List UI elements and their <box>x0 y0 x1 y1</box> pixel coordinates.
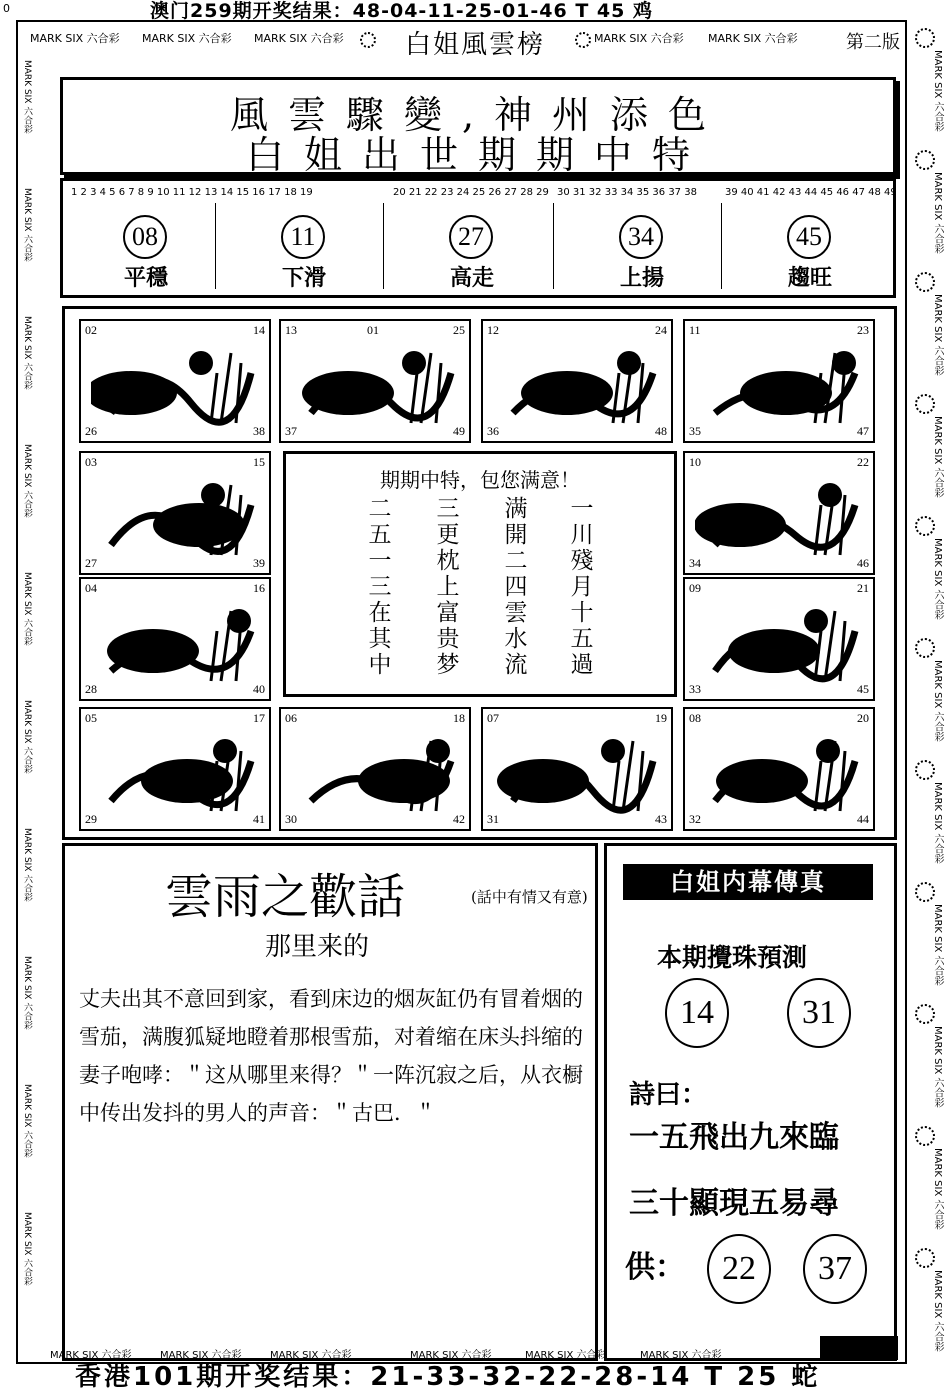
flower-icon <box>915 28 935 48</box>
flower-icon <box>575 32 591 48</box>
brand-mark: MARK SIX 六合彩 <box>22 1084 32 1158</box>
painting-tile <box>79 451 271 575</box>
tile-number: 02 <box>85 323 97 337</box>
story-note: (話中有情又有意) <box>471 888 588 906</box>
painting-tile <box>683 707 875 831</box>
tile-number: 35 <box>689 424 701 438</box>
tile-number: 33 <box>689 682 701 696</box>
trend-label: 高走 <box>449 265 494 291</box>
brand-mark: MARK SIX 六合彩 <box>932 416 943 498</box>
trend-number: 08 <box>123 215 167 259</box>
tile-number: 18 <box>453 711 465 725</box>
flower-icon <box>915 516 935 536</box>
brand-mark: MARK SIX 六合彩 <box>22 60 32 134</box>
predict-label: 本期攪珠預測 <box>657 943 808 972</box>
painting-tile <box>481 707 673 831</box>
brand-mark: MARK SIX 六合彩 <box>254 32 344 45</box>
flower-icon <box>915 760 935 780</box>
brand-mark: MARK SIX 六合彩 <box>932 1026 943 1108</box>
brand-mark: MARK SIX 六合彩 <box>708 32 798 45</box>
tile-number: 38 <box>253 424 265 438</box>
corner-number: 0 <box>3 2 10 15</box>
trend-number: 11 <box>281 215 325 259</box>
number-strip: 20 21 22 23 24 25 26 27 28 29 <box>393 187 549 198</box>
ink-painting-icon <box>695 591 863 687</box>
trend-item <box>221 181 387 295</box>
story-body: 丈夫出其不意回到家，看到床边的烟灰缸仍有冒着烟的雪茄，满腹狐疑地瞪着那根雪茄，对着缩在床头抖缩的妻子咆哮：＂这从哪里来得？＂一阵沉寂之后，从衣橱中传出发抖的男人的声音：＂古巴．＂ <box>79 987 583 1125</box>
painting-tile <box>279 707 471 831</box>
poem-column: 满開二四雲水流 <box>504 496 528 678</box>
tile-number: 13 <box>285 323 297 337</box>
tile-number: 37 <box>285 424 297 438</box>
trend-number: 45 <box>787 215 831 259</box>
tile-number: 16 <box>253 581 265 595</box>
tile-number: 30 <box>285 812 297 826</box>
tile-number: 23 <box>857 323 869 337</box>
tile-number: 05 <box>85 711 97 725</box>
tile-number: 39 <box>253 556 265 570</box>
right-brand-strip <box>903 20 947 1360</box>
supply-number: 37 <box>803 1234 867 1304</box>
masthead <box>20 22 900 62</box>
macau-result-text: 澳门259期开奖结果：48-04-11-25-01-46 T 45 鸡 <box>150 0 653 22</box>
painting-tile <box>683 577 875 701</box>
story-subtitle: 那里来的 <box>265 932 370 962</box>
poem-label: 詩曰： <box>629 1080 708 1110</box>
brand-mark: MARK SIX 六合彩 <box>932 1270 943 1352</box>
tile-number: 44 <box>857 812 869 826</box>
top-line <box>0 0 951 22</box>
brand-mark: MARK SIX 六合彩 <box>525 1350 607 1361</box>
insider-prediction-box <box>604 843 897 1361</box>
tile-number: 15 <box>253 455 265 469</box>
predict-number: 31 <box>787 978 851 1048</box>
tile-number: 46 <box>857 556 869 570</box>
tile-number: 09 <box>689 581 701 595</box>
tile-number: 14 <box>253 323 265 337</box>
ink-painting-icon <box>695 333 863 429</box>
tile-number: 07 <box>487 711 499 725</box>
trend-item <box>63 181 229 295</box>
verse-line: 一五飛出九來臨 <box>629 1120 839 1155</box>
brand-mark: MARK SIX 六合彩 <box>50 1350 132 1361</box>
trend-label: 上揚 <box>619 265 664 291</box>
trend-label: 下滑 <box>281 265 326 291</box>
tile-number: 49 <box>453 424 465 438</box>
tile-number: 03 <box>85 455 97 469</box>
brand-mark: MARK SIX 六合彩 <box>160 1350 242 1361</box>
brand-mark: MARK SIX 六合彩 <box>22 188 32 262</box>
headline-banner <box>60 77 896 175</box>
tile-number: 27 <box>85 556 97 570</box>
poem-column: 一川殘月十五過 <box>570 496 594 678</box>
brand-mark: MARK SIX 六合彩 <box>142 32 232 45</box>
tile-number: 11 <box>689 323 701 337</box>
brand-mark: MARK SIX 六合彩 <box>932 294 943 376</box>
ink-painting-icon <box>91 333 259 429</box>
flower-icon <box>915 882 935 902</box>
ink-painting-icon <box>91 465 259 561</box>
flower-icon <box>360 32 376 48</box>
brand-mark: MARK SIX 六合彩 <box>932 50 943 132</box>
picture-gallery <box>62 306 897 840</box>
insider-header: 白姐内幕傳真 <box>623 864 873 900</box>
trend-label: 趨旺 <box>787 265 832 291</box>
ink-painting-icon <box>291 333 459 429</box>
brand-mark: MARK SIX 六合彩 <box>594 32 684 45</box>
banner-line-1: 風雲驟變,神州添色 <box>229 93 727 137</box>
flower-icon <box>915 394 935 414</box>
brand-mark: MARK SIX 六合彩 <box>22 444 32 518</box>
supply-label: 供： <box>625 1250 685 1285</box>
painting-tile <box>79 319 271 443</box>
tile-number: 28 <box>85 682 97 696</box>
brand-mark: MARK SIX 六合彩 <box>932 660 943 742</box>
tile-number: 25 <box>453 323 465 337</box>
ink-painting-icon <box>291 721 459 817</box>
tile-number: 34 <box>689 556 701 570</box>
brand-mark: MARK SIX 六合彩 <box>22 956 32 1030</box>
ink-painting-icon <box>91 591 259 687</box>
tile-number: 06 <box>285 711 297 725</box>
tile-number: 01 <box>367 323 379 337</box>
tile-number: 42 <box>453 812 465 826</box>
brand-mark: MARK SIX 六合彩 <box>22 1212 32 1286</box>
tile-number: 32 <box>689 812 701 826</box>
poem-heading: 期期中特，包您满意！ <box>380 468 580 492</box>
tile-number: 10 <box>689 455 701 469</box>
tile-number: 41 <box>253 812 265 826</box>
trend-number: 27 <box>449 215 493 259</box>
flower-icon <box>915 1248 935 1268</box>
flower-icon <box>915 1004 935 1024</box>
ink-painting-icon <box>493 333 661 429</box>
number-strip: 30 31 32 33 34 35 36 37 38 <box>557 187 697 198</box>
brand-mark: MARK SIX 六合彩 <box>30 32 120 45</box>
painting-tile <box>481 319 673 443</box>
tile-number: 22 <box>857 455 869 469</box>
edition-label: 第二版 <box>846 32 900 53</box>
painting-tile <box>79 577 271 701</box>
number-strip: 1 2 3 4 5 6 7 8 9 10 11 12 13 14 15 16 17 18 19 <box>71 187 313 198</box>
left-brand-strip <box>18 60 40 1340</box>
tile-number: 47 <box>857 424 869 438</box>
hongkong-result-text: 香港101期开奖结果：21-33-32-22-28-14 T 25 蛇 <box>75 1362 821 1392</box>
predict-number: 14 <box>665 978 729 1048</box>
painting-tile <box>279 319 471 443</box>
joke-story-box <box>62 843 598 1361</box>
flower-icon <box>915 638 935 658</box>
story-title: 雲雨之歡話 <box>165 869 406 925</box>
trend-number: 34 <box>619 215 663 259</box>
ink-painting-icon <box>493 721 661 817</box>
number-strip: 39 40 41 42 43 44 45 46 47 48 49 <box>725 187 897 198</box>
flower-icon <box>915 272 935 292</box>
brand-mark: MARK SIX 六合彩 <box>932 1148 943 1230</box>
tile-number: 36 <box>487 424 499 438</box>
banner-line-2: 白姐出世期期中特 <box>245 133 710 177</box>
ink-painting-icon <box>695 721 863 817</box>
tile-number: 21 <box>857 581 869 595</box>
tile-number: 40 <box>253 682 265 696</box>
tile-number: 45 <box>857 682 869 696</box>
ink-painting-icon <box>695 465 863 561</box>
tile-number: 26 <box>85 424 97 438</box>
masthead-title: 白姐風雲榜 <box>405 30 546 60</box>
brand-mark: MARK SIX 六合彩 <box>932 538 943 620</box>
flower-icon <box>915 150 935 170</box>
brand-mark: MARK SIX 六合彩 <box>932 782 943 864</box>
tile-number: 48 <box>655 424 667 438</box>
trend-label: 平穩 <box>123 265 168 291</box>
tile-number: 29 <box>85 812 97 826</box>
brand-mark: MARK SIX 六合彩 <box>22 572 32 646</box>
poem-column: 三更枕上富贵梦 <box>436 496 460 678</box>
brand-mark: MARK SIX 六合彩 <box>932 172 943 254</box>
number-trend-panel <box>60 178 896 298</box>
verse-line: 三十顯現五易尋 <box>629 1186 839 1221</box>
brand-mark: MARK SIX 六合彩 <box>22 700 32 774</box>
trend-item <box>389 181 555 295</box>
supply-number: 22 <box>707 1234 771 1304</box>
brand-mark: MARK SIX 六合彩 <box>640 1350 722 1361</box>
tile-number: 24 <box>655 323 667 337</box>
painting-tile <box>683 319 875 443</box>
tile-number: 12 <box>487 323 499 337</box>
ink-painting-icon <box>91 721 259 817</box>
tile-number: 17 <box>253 711 265 725</box>
brand-mark: MARK SIX 六合彩 <box>22 316 32 390</box>
tile-number: 08 <box>689 711 701 725</box>
tile-number: 19 <box>655 711 667 725</box>
tile-number: 43 <box>655 812 667 826</box>
poem-box <box>283 451 677 697</box>
painting-tile <box>683 451 875 575</box>
brand-mark: MARK SIX 六合彩 <box>410 1350 492 1361</box>
flower-icon <box>915 1126 935 1146</box>
brand-mark: MARK SIX 六合彩 <box>22 828 32 902</box>
tile-number: 20 <box>857 711 869 725</box>
tile-number: 04 <box>85 581 97 595</box>
trend-item <box>727 181 893 295</box>
tile-number: 31 <box>487 812 499 826</box>
poem-column: 二五一三在其中 <box>368 496 392 678</box>
brand-mark: MARK SIX 六合彩 <box>270 1350 352 1361</box>
trend-item <box>559 181 725 295</box>
painting-tile <box>79 707 271 831</box>
brand-mark: MARK SIX 六合彩 <box>932 904 943 986</box>
